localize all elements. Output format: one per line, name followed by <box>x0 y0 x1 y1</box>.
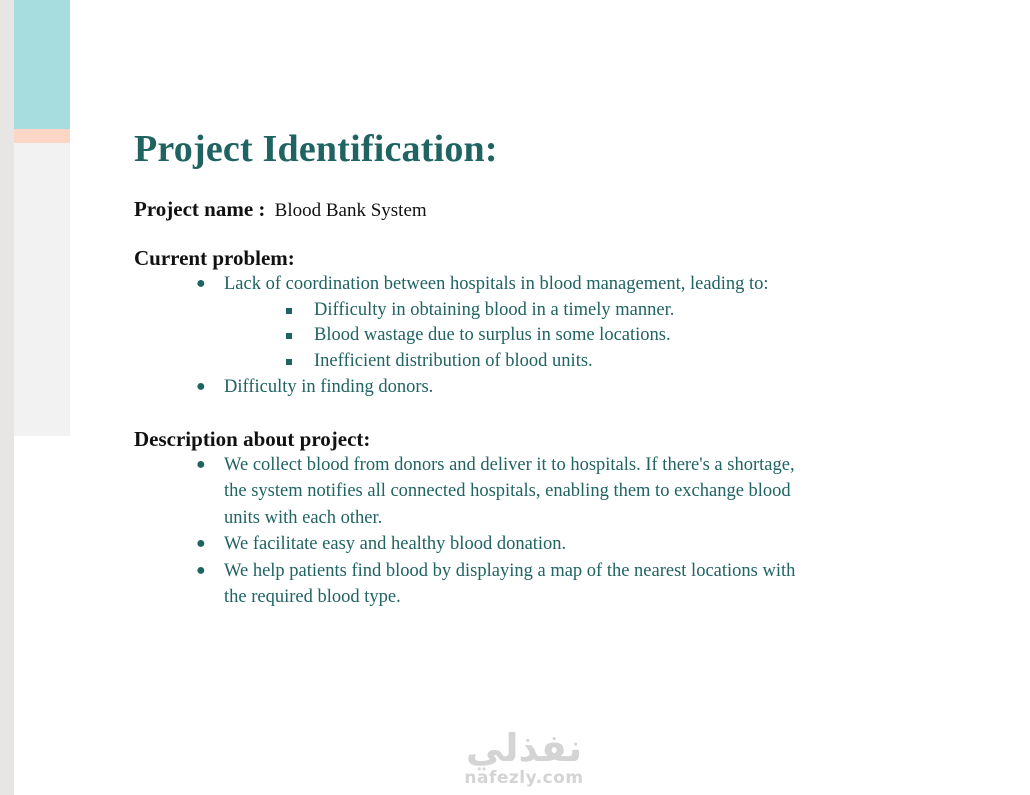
sub-list-item-text: Inefficient distribution of blood units. <box>314 350 593 371</box>
watermark-latin: nafezly.com <box>464 768 584 788</box>
watermark-arabic: نفذلي <box>465 726 583 770</box>
list-item <box>134 531 804 558</box>
project-name-value: Blood Bank System <box>274 200 427 221</box>
document-page <box>14 0 1030 795</box>
bullet-icon: ● <box>196 275 206 292</box>
bullet-icon: ● <box>196 378 206 395</box>
project-name-line <box>134 196 834 224</box>
sub-list-item <box>224 298 804 324</box>
list-item <box>134 374 804 401</box>
decor-gray-block <box>14 143 70 436</box>
list-item-text: Difficulty in finding donors. <box>224 377 434 397</box>
list-item <box>134 271 804 374</box>
current-problem-heading: Current problem: <box>134 246 295 270</box>
project-name-label: Project name : <box>134 197 266 221</box>
list-item-text: Lack of coordination between hospitals in blood management, leading to: <box>224 274 769 294</box>
bullet-icon: ● <box>196 455 206 473</box>
decor-teal-block <box>14 0 70 129</box>
document-content <box>134 126 834 611</box>
watermark-logo <box>454 728 594 788</box>
page-title: Project Identification: <box>134 128 498 170</box>
decor-peach-strip <box>14 129 70 143</box>
bullet-icon: ● <box>196 561 206 579</box>
bullet-icon: ● <box>196 535 206 552</box>
list-item-text: We help patients find blood by displaying a map of the nearest locations with the required blood type. <box>224 560 796 607</box>
square-bullet-icon <box>286 308 292 314</box>
square-bullet-icon <box>286 333 292 339</box>
sub-list <box>224 298 804 375</box>
list-item <box>134 558 804 611</box>
current-problem-list <box>134 271 834 401</box>
list-item-text: We facilitate easy and healthy blood donation. <box>224 534 567 554</box>
list-item-text: We collect blood from donors and deliver it to hospitals. If there's a shortage, the system notifies all connected hospitals, enabling them to exchange blood units with each other. <box>224 454 795 528</box>
list-item <box>134 452 804 532</box>
sub-list-item <box>224 323 804 349</box>
description-heading: Description about project: <box>134 426 371 451</box>
square-bullet-icon <box>286 359 292 365</box>
sub-list-item-text: Blood wastage due to surplus in some locations. <box>314 325 671 345</box>
description-list <box>134 452 834 611</box>
sub-list-item-text: Difficulty in obtaining blood in a timely manner. <box>314 299 675 320</box>
sub-list-item <box>224 349 804 375</box>
